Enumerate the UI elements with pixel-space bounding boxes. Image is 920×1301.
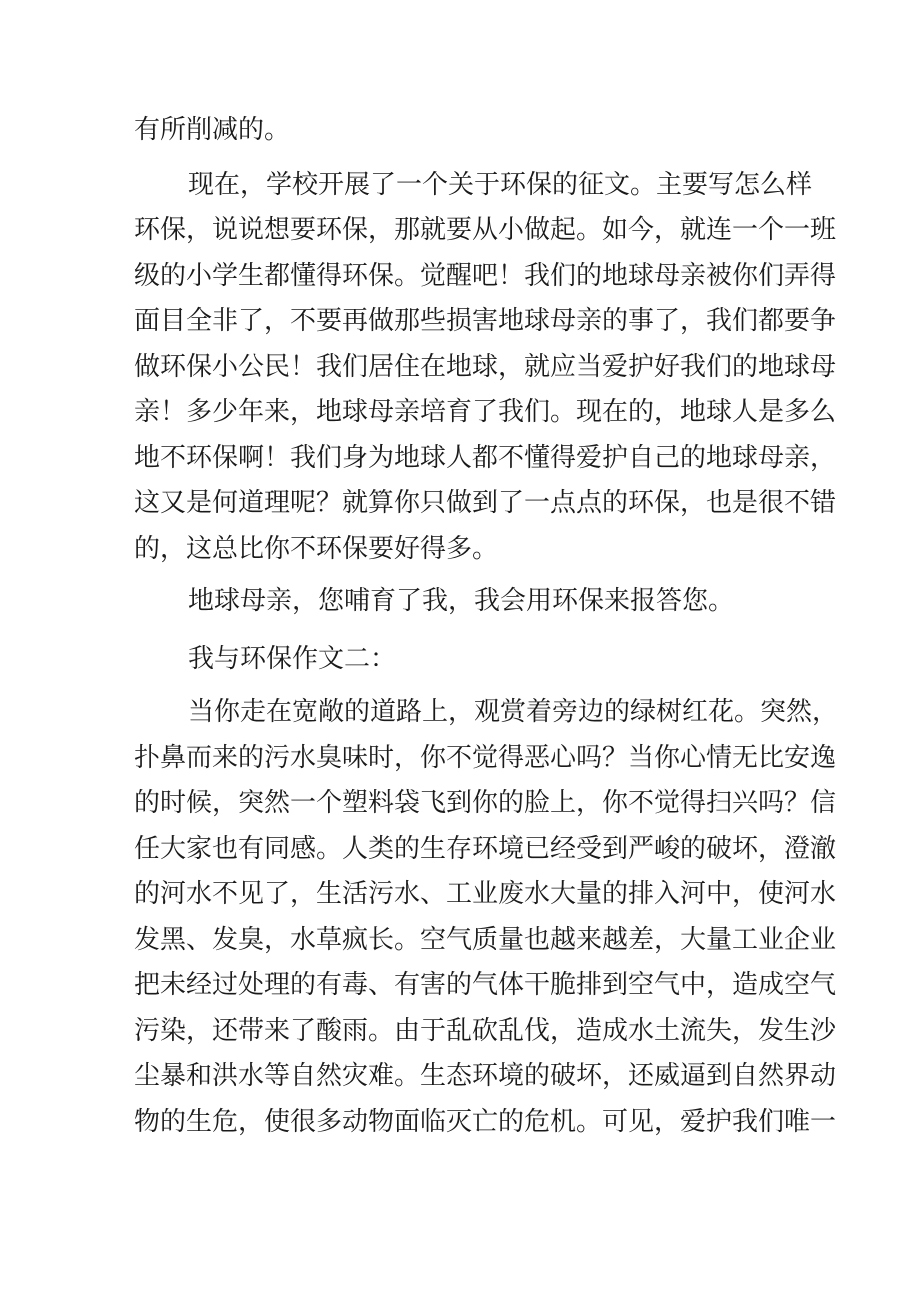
text-line: 地不环保啊！我们身为地球人都不懂得爱护自己的地球母亲，: [134, 443, 837, 473]
text-line: 的时候，突然一个塑料袋飞到你的脸上，你不觉得扫兴吗？信: [134, 788, 837, 818]
text-line: 做环保小公民！我们居住在地球，就应当爱护好我们的地球母: [134, 352, 837, 382]
text-line: 面目全非了，不要再做那些损害地球母亲的事了，我们都要争: [134, 306, 837, 336]
text-line: 把未经过处理的有毒、有害的气体干脆排到空气中，造成空气: [134, 970, 837, 1000]
text-line: 污染，还带来了酸雨。由于乱砍乱伐，造成水土流失，发生沙: [134, 1016, 837, 1046]
text-line: 环保，说说想要环保，那就要从小做起。如今，就连一个一班: [134, 215, 837, 245]
text-line: 物的生危，使很多动物面临灭亡的危机。可见，爱护我们唯一: [134, 1107, 837, 1137]
paragraph-first-line: 当你走在宽敞的道路上，观赏着旁边的绿树红花。突然，: [188, 697, 839, 727]
text-line: 这又是何道理呢？就算你只做到了一点点的环保，也是很不错: [134, 488, 837, 518]
text-line: 亲！多少年来，地球母亲培育了我们。现在的，地球人是多么: [134, 397, 837, 427]
text-line: 任大家也有同感。人类的生存环境已经受到严峻的破坏，澄澈: [134, 834, 837, 864]
paragraph-line: 地球母亲，您哺育了我，我会用环保来报答您。: [188, 586, 735, 616]
section-heading: 我与环保作文二：: [188, 644, 397, 674]
text-line: 发黑、发臭，水草疯长。空气质量也越来越差，大量工业企业: [134, 925, 837, 955]
text-line: 的，这总比你不环保要好得多。: [134, 534, 499, 564]
text-line: 级的小学生都懂得环保。觉醒吧！我们的地球母亲被你们弄得: [134, 261, 837, 291]
text-line: 尘暴和洪水等自然灾难。生态环境的破坏，还威逼到自然界动: [134, 1061, 837, 1091]
text-line: 扑鼻而来的污水臭味时，你不觉得恶心吗？当你心情无比安逸: [134, 743, 837, 773]
text-line: 有所削减的。: [134, 115, 291, 145]
text-line: 的河水不见了，生活污水、工业废水大量的排入河中，使河水: [134, 879, 837, 909]
paragraph-first-line: 现在，学校开展了一个关于环保的征文。主要写怎么样: [188, 170, 813, 200]
